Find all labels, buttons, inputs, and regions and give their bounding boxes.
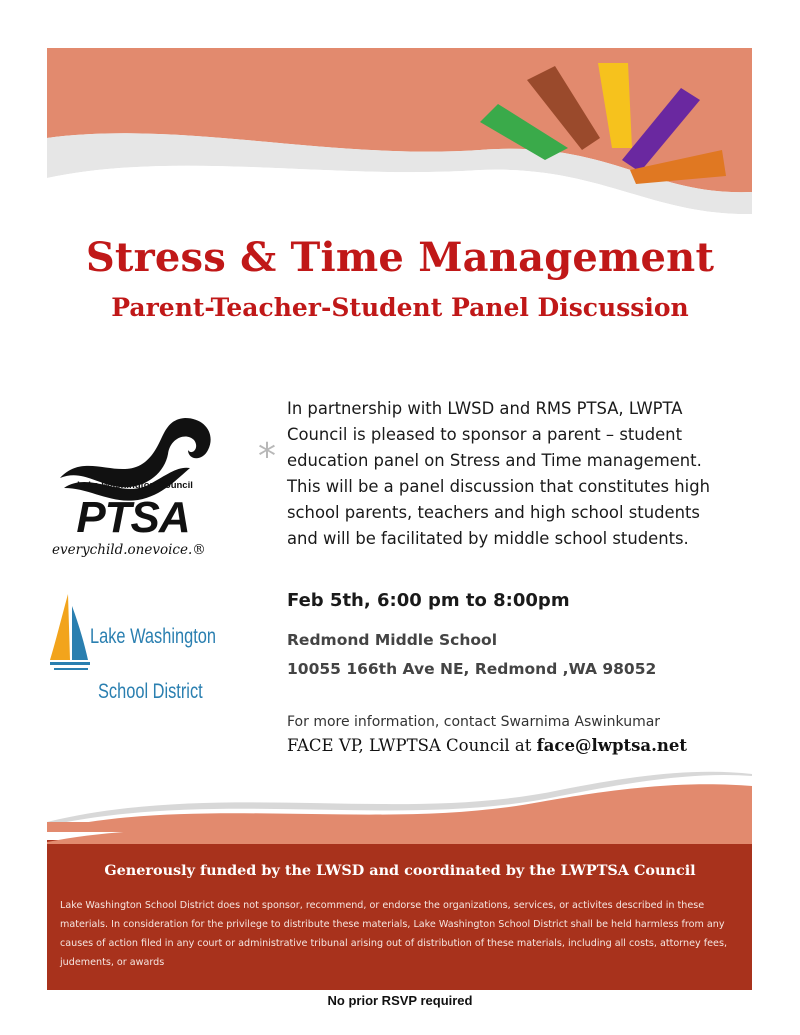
page-subtitle: Parent-Teacher-Student Panel Discussion [111,293,689,322]
intro-paragraph [287,396,757,552]
event-address: 10055 166th Ave NE, Redmond ,WA 98052 [287,660,657,678]
contact-email-link[interactable]: face@lwptsa.net [536,736,687,755]
intro-line: and will be facilitated by middle school students. [287,529,689,548]
intro-line: Council is pleased to sponsor a parent – student [287,425,682,444]
event-date-time: Feb 5th, 6:00 pm to 8:00pm [287,590,570,611]
rsvp-note: No prior RSVP required [327,993,473,1008]
ptsa-tagline: everychild.onevoice.® [52,542,206,558]
intro-line: school parents, teachers and high school students [287,503,700,522]
asterisk-decoration: * [258,436,276,477]
funding-statement: Generously funded by the LWSD and coordinated by the LWPTSA Council [104,862,696,879]
intro-line: This will be a panel discussion that constitutes high [287,477,711,496]
lwsd-name-line1: Lake Washington [90,625,216,648]
contact-line-email [287,736,687,755]
ptsa-council-label: Lake Washington Council [77,480,193,491]
disclaimer-text: Lake Washington School District does not sponsor, recommend, or endorse the organizations, services, or activites described in these materials. In consideration for the privilege to distribute these materials, Lake Washington School District shall be held harmless from any causes of action filed in any court or administrative tribunal arising out of distribution of these materials, including all costs, attorney fees, judements, or awards [60,900,727,968]
intro-line: education panel on Stress and Time management. [287,451,702,470]
contact-prefix: FACE VP, LWPTSA Council at [287,736,537,755]
contact-line: For more information, contact Swarnima Aswinkumar [287,714,661,730]
event-venue: Redmond Middle School [287,631,498,649]
intro-line: In partnership with LWSD and RMS PTSA, LWPTA [287,399,683,418]
page-title: Stress & Time Management [85,234,715,281]
lwsd-name-line2: School District [98,680,203,703]
header-banner-art [0,0,800,230]
ptsa-wordmark: PTSA [76,493,190,542]
